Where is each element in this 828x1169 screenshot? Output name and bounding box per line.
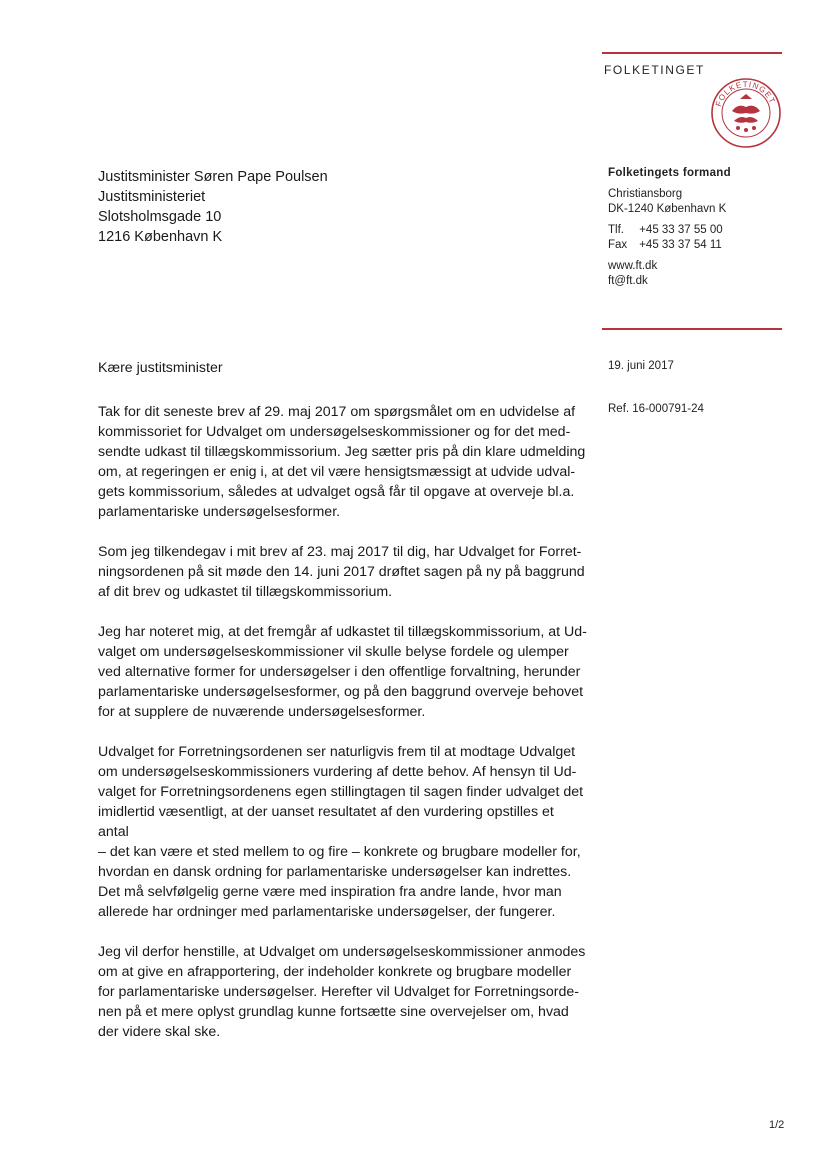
seal-lettering: FOLKETINGET: [713, 79, 778, 108]
fax-row: [608, 238, 731, 253]
text-line: ved alternative former for undersøgelser i den offentlige forvaltning, herunder: [98, 664, 581, 680]
text-line: valget for Forretningsordenens egen stillingtagen til sagen finder udvalget det: [98, 784, 584, 800]
text-line: for parlamentariske undersøgelser. Herefter vil Udvalget for Forretningsorde-: [98, 984, 580, 1000]
text-line: om, at regeringen er enig i, at det vil være hensigtsmæssigt at udvide udval-: [98, 464, 576, 480]
text-line: Udvalget for Forretningsordenen ser naturligvis frem til at modtage Udvalget: [98, 744, 576, 760]
sender-address-line: DK-1240 København K: [608, 203, 727, 215]
paragraph: [98, 622, 588, 722]
paragraph: [98, 402, 588, 522]
text-line: Jeg vil derfor henstille, at Udvalget om undersøgelseskommissioner anmodes: [98, 944, 586, 960]
text-line: kommissoriet for Udvalget om undersøgelseskommissioner og for det med-: [98, 424, 571, 440]
page-number: 1/2: [769, 1119, 785, 1131]
text-line: – det kan være et sted mellem to og fire – konkrete og brugbare modeller for,: [98, 844, 581, 860]
recipient-line: Slotsholmsgade 10: [98, 209, 222, 225]
text-line: Som jeg tilkendegav i mit brev af 23. maj 2017 til dig, har Udvalget for Forret-: [98, 544, 582, 560]
letter-body: [98, 402, 588, 1062]
text-line: Jeg har noteret mig, at det fremgår af udkastet til tillægskommissorium, at Ud-: [98, 624, 587, 640]
telephone-number: +45 33 37 55 00: [639, 224, 723, 236]
text-line: for at supplere de nuværende undersøgelsesformer.: [98, 704, 426, 720]
text-line: parlamentariske undersøgelsesformer, og på den baggrund overveje behovet: [98, 684, 584, 700]
folketinget-seal-icon: [710, 77, 782, 149]
recipient-line: Justitsminister Søren Pape Poulsen: [98, 169, 328, 185]
website-link[interactable]: www.ft.dk: [608, 260, 658, 272]
recipient-address: [98, 167, 328, 247]
text-line: hvordan en dansk ordning for parlamentariske undersøgelser kan indrettes.: [98, 864, 572, 880]
letter-date: 19. juni 2017: [608, 360, 674, 372]
paragraph: [98, 942, 588, 1042]
text-line: af dit brev og udkastet til tillægskommissorium.: [98, 584, 393, 600]
telephone-row: [608, 223, 731, 238]
email-link[interactable]: ft@ft.dk: [608, 275, 648, 287]
sidebar-rule: [602, 328, 782, 330]
text-line: imidlertid væsentligt, at der uanset resultatet af den vurdering opstilles et antal: [98, 804, 554, 840]
organization-name: FOLKETINGET: [604, 63, 705, 77]
text-line: om undersøgelseskommissioners vurdering af dette behov. Af hensyn til Ud-: [98, 764, 577, 780]
sender-address-line: Christiansborg: [608, 188, 683, 200]
fax-number: +45 33 37 54 11: [639, 239, 722, 251]
telephone-label: Tlf.: [608, 224, 624, 236]
recipient-line: 1216 København K: [98, 229, 223, 245]
recipient-line: Justitsministeriet: [98, 189, 206, 205]
paragraph: [98, 542, 588, 602]
text-line: nen på et mere oplyst grundlag kunne fortsætte sine overvejelser om, hvad: [98, 1004, 569, 1020]
text-line: der videre skal ske.: [98, 1024, 221, 1040]
reference-number: Ref. 16-000791-24: [608, 403, 704, 415]
sender-block: [608, 166, 731, 289]
text-line: om at give en afrapportering, der indeholder konkrete og brugbare modeller: [98, 964, 572, 980]
fax-label: Fax: [608, 239, 628, 251]
header-rule: [602, 52, 782, 54]
text-line: ningsordenen på sit møde den 14. juni 2017 drøftet sagen på ny på baggrund: [98, 564, 585, 580]
text-line: allerede har ordninger med parlamentariske undersøgelser, der fungerer.: [98, 904, 556, 920]
paragraph: [98, 742, 588, 922]
text-line: Det må selvfølgelig gerne være med inspiration fra andre lande, hvor man: [98, 884, 562, 900]
salutation: Kære justitsminister: [98, 360, 223, 376]
text-line: gets kommissorium, således at udvalget også får til opgave at overveje bl.a.: [98, 484, 575, 500]
text-line: valget om undersøgelseskommissioner vil skulle belyse fordele og ulemper: [98, 644, 569, 660]
text-line: parlamentariske undersøgelsesformer.: [98, 504, 341, 520]
text-line: Tak for dit seneste brev af 29. maj 2017 om spørgsmålet om en udvidelse af: [98, 404, 576, 420]
text-line: sendte udkast til tillægskommissorium. Jeg sætter pris på din klare udmelding: [98, 444, 586, 460]
sender-title: Folketingets formand: [608, 167, 731, 179]
